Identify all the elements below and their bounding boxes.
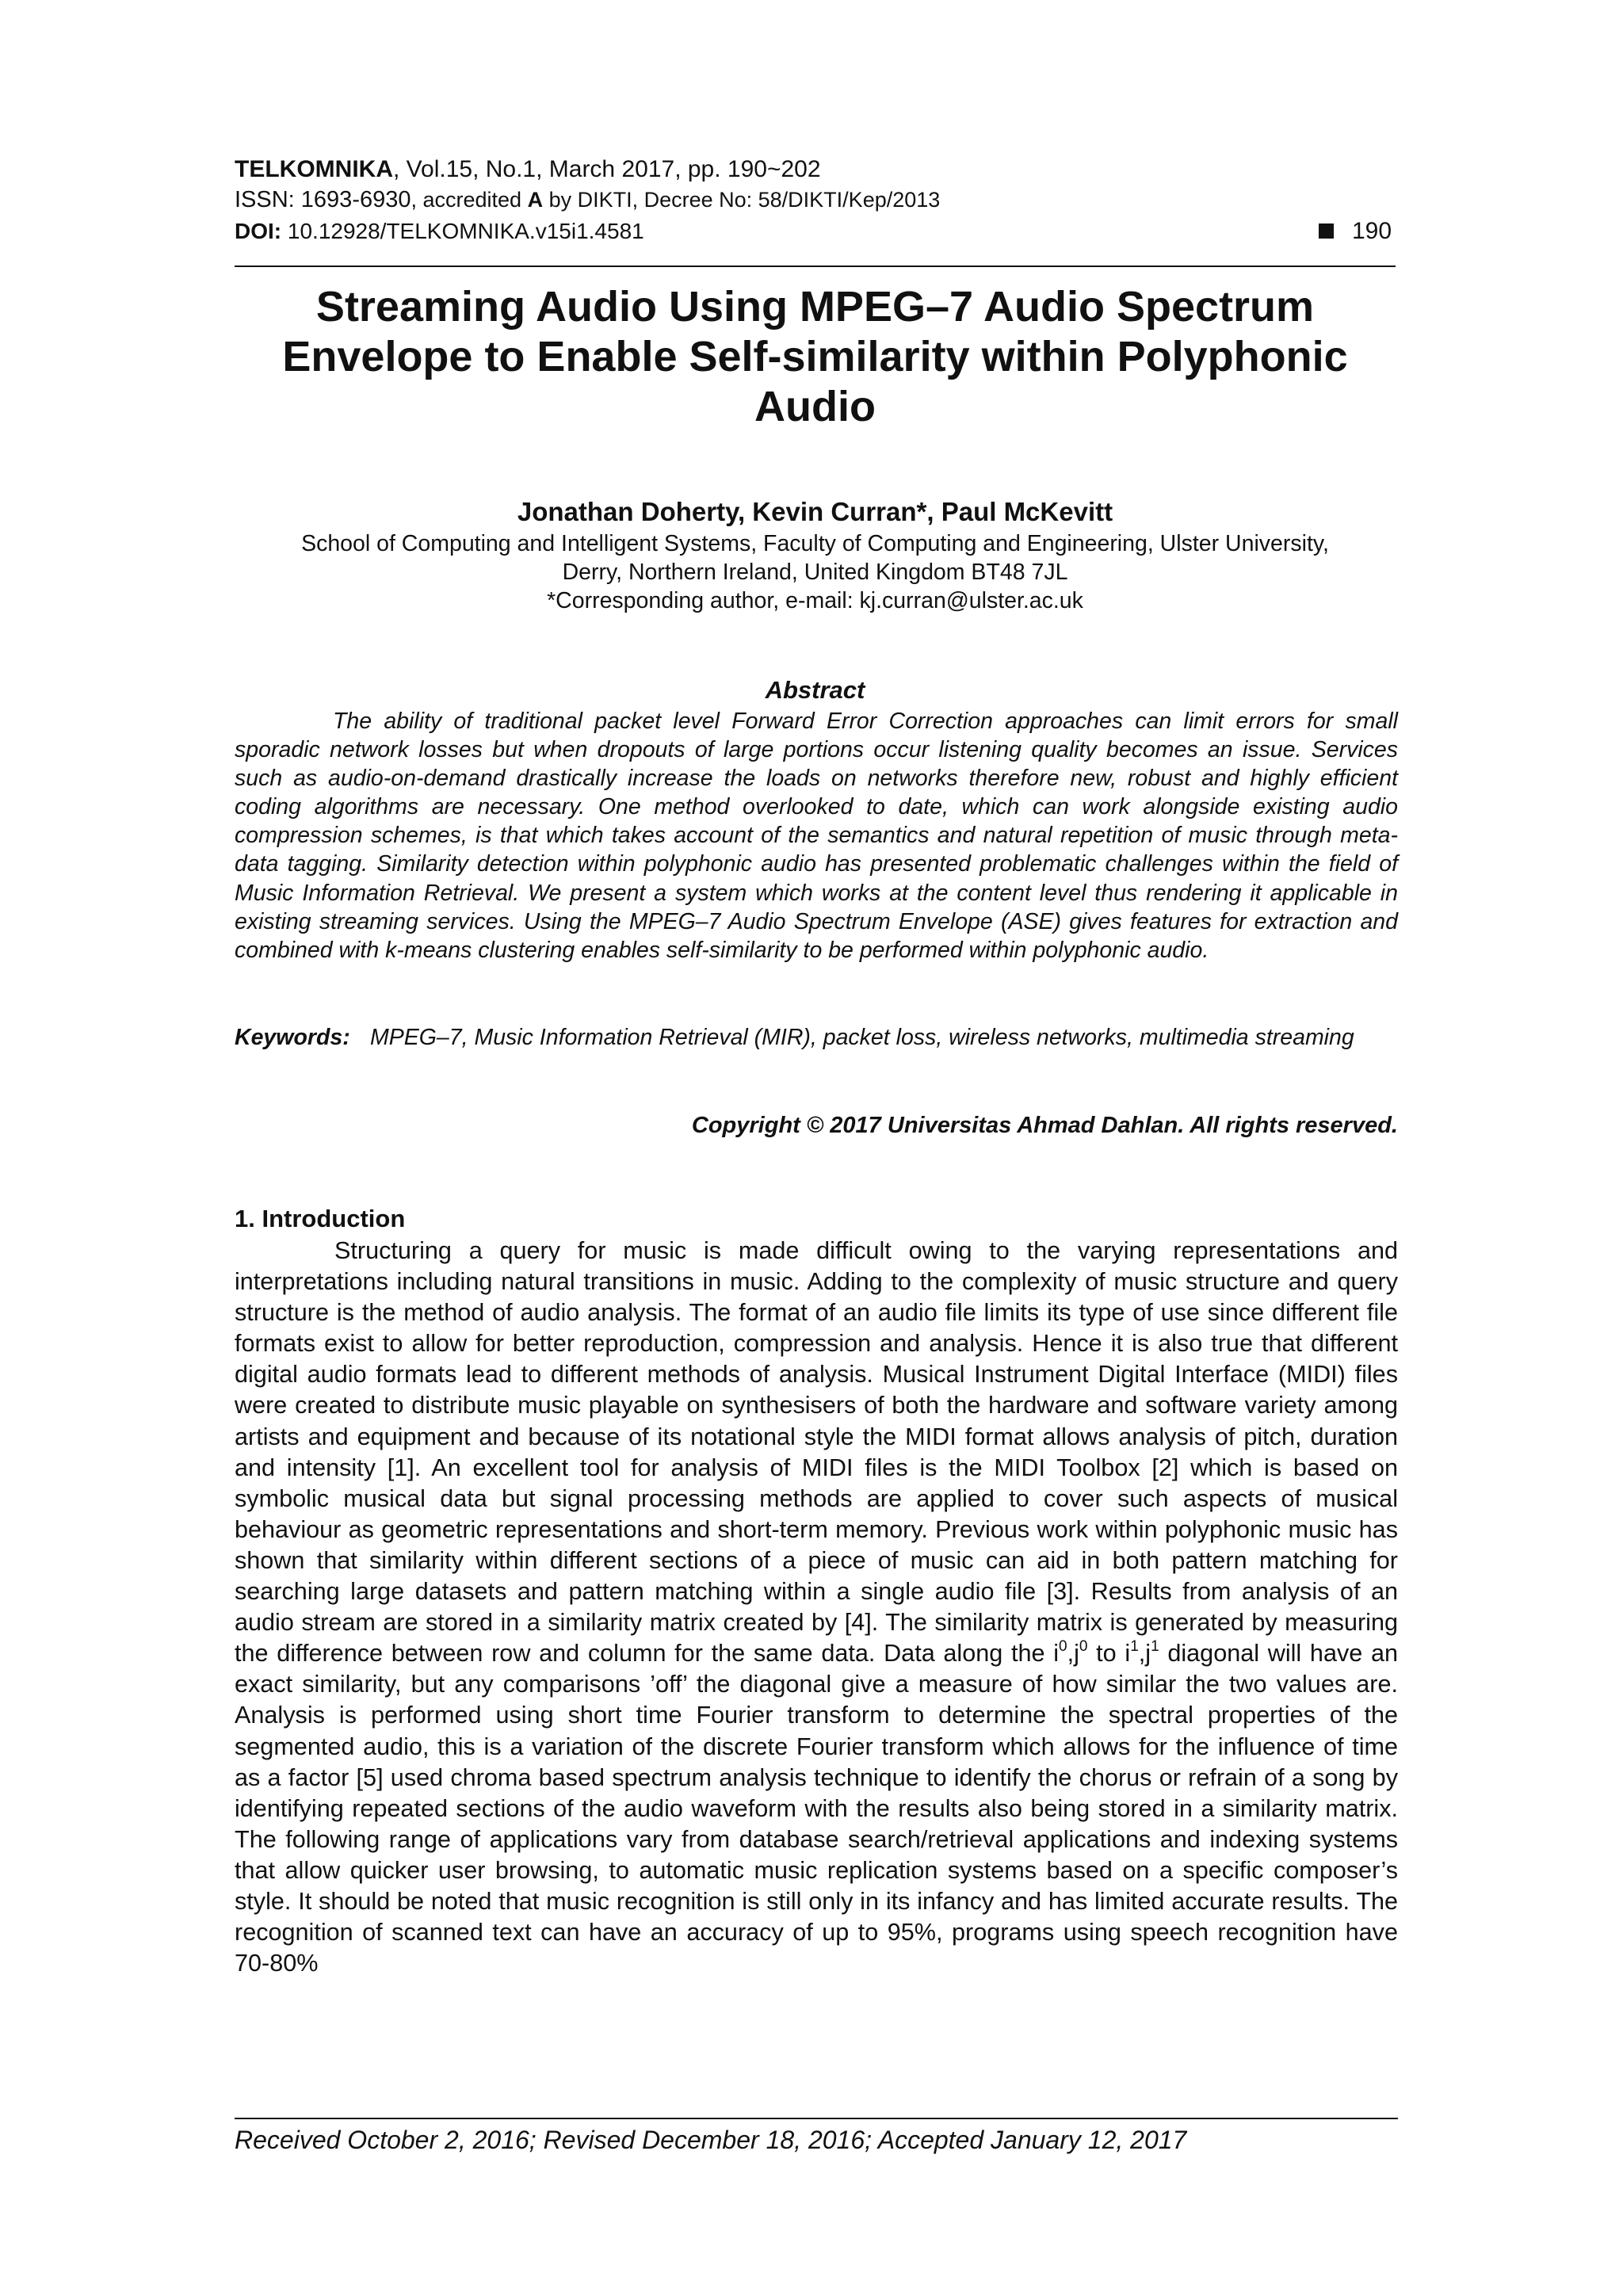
journal-header xyxy=(235,155,821,184)
superscript: 1 xyxy=(1130,1638,1139,1656)
issn-line xyxy=(235,185,940,214)
intro-part-1: Structuring a query for music is made difficult owing to the varying representations and interpretations including natural transitions in music. Adding to the complexity of music structure and query structure is the method of audio analysis. The format of an audio file limits its type of use since different file formats exist to allow for better reproduction, compression and analysis. Hence it is also true that different digital audio formats lead to different methods of analysis. Musical Instrument Digital Interface (MIDI) files were created to distribute music playable on synthesisers of both the hardware and software variety among artists and equipment and because of its notational style the MIDI format allows analysis of pitch, duration and intensity [1]. An excellent tool for analysis of MIDI files is the MIDI Toolbox [2] which is based on symbolic musical data but signal processing methods are applied to cover such aspects of musical behaviour as geometric representations and short-term memory. Previous work within polyphonic music has shown that similarity within different sections of a piece of music can aid in both pattern matching for searching large datasets and pattern matching within a single audio file [3]. Results from analysis of an audio stream are stored in a similarity matrix created by [4]. The similarity matrix is generated by measuring the difference between row and column for the same data. Data along the i xyxy=(235,1237,1398,1668)
abstract-text: The ability of traditional packet level Forward Error Correction approaches can limit errors for small sporadic network losses but when dropouts of large portions occur listening quality becomes an issue. Services such as audio-on-demand drastically increase the loads on networks therefore new, robust and highly efficient coding algorithms are necessary. One method overlooked to date, which can work alongside existing audio compression schemes, is that which takes account of the semantics and natural repetition of music through meta-data tagging. Similarity detection within polyphonic audio has presented problematic challenges within the field of Music Information Retrieval. We present a system which works at the content level thus rendering it applicable in existing streaming services. Using the MPEG–7 Audio Spectrum Envelope (ASE) gives features for extraction and combined with k-means clustering enables self-similarity to be performed within polyphonic audio. xyxy=(235,709,1398,963)
corresponding-author: *Corresponding author, e-mail: kj.curran@ulster.ac.uk xyxy=(547,588,1083,613)
intro-j: ,j xyxy=(1138,1640,1151,1668)
superscript: 0 xyxy=(1079,1638,1088,1656)
copyright-notice: Copyright © 2017 Universitas Ahmad Dahlan. All rights reserved. xyxy=(691,1113,1398,1138)
page-number: 190 xyxy=(1352,218,1392,244)
affiliation-line-1: School of Computing and Intelligent Systems, Faculty of Computing and Engineering, Ulster University, xyxy=(301,531,1329,556)
keywords-text: MPEG–7, Music Information Retrieval (MIR), packet loss, wireless networks, multimedia streaming xyxy=(370,1025,1354,1050)
doi-value: 10.12928/TELKOMNIKA.v15i1.4581 xyxy=(281,219,644,243)
received-dates: Received October 2, 2016; Revised December 18, 2016; Accepted January 12, 2017 xyxy=(235,2126,1187,2154)
accredited-pre: , accredited xyxy=(411,188,528,212)
intro-to-i: to i xyxy=(1087,1640,1131,1668)
authors: Jonathan Doherty, Kevin Curran*, Paul McKevitt xyxy=(517,497,1113,526)
footer-divider xyxy=(235,2118,1398,2119)
affiliation xyxy=(235,529,1396,615)
journal-name: TELKOMNIKA xyxy=(235,156,393,182)
abstract-heading: Abstract xyxy=(765,676,865,704)
affiliation-line-2: Derry, Northern Ireland, United Kingdom BT48 7JL xyxy=(562,560,1068,585)
section-heading-introduction: 1. Introduction xyxy=(235,1205,406,1232)
issn: ISSN: 1693-6930 xyxy=(235,187,411,212)
superscript: 0 xyxy=(1059,1638,1067,1656)
square-bullet-icon xyxy=(1319,223,1334,239)
intro-j: ,j xyxy=(1067,1640,1079,1668)
keywords-label: Keywords: xyxy=(235,1025,350,1050)
superscript: 1 xyxy=(1151,1638,1159,1656)
introduction-text xyxy=(235,1236,1398,1979)
paper-title: Streaming Audio Using MPEG–7 Audio Spectrum Envelope to Enable Self-similarity within Polyphonic Audio xyxy=(282,283,1348,430)
volume-info: , Vol.15, No.1, March 2017, pp. 190~202 xyxy=(392,156,821,182)
intro-part-2: diagonal will have an exact similarity, but any comparisons ’off’ the diagonal give a measure of how similar the two values are. Analysis is performed using short time Fourier transform to determine the spectral properties of the segmented audio, this is a variation of the discrete Fourier transform which allows for the influence of time as a factor [5] used chroma based spectrum analysis technique to identify the chorus or refrain of a song by identifying repeated sections of the audio waveform with the results also being stored in a similarity matrix. The following range of applications vary from database search/retrieval applications and indexing systems that allow quicker user browsing, to automatic music replication systems based on a specific composer’s style. It should be noted that music recognition is still only in its infancy and has limited accurate results. The recognition of scanned text can have an accuracy of up to 95%, programs using speech recognition have 70-80% xyxy=(235,1640,1399,1977)
accredited-post: by DIKTI, Decree No: 58/DIKTI/Kep/2013 xyxy=(543,188,941,212)
doi-line xyxy=(235,217,644,246)
accredited-grade: A xyxy=(527,188,544,212)
doi-label: DOI: xyxy=(235,219,282,243)
header-divider xyxy=(235,266,1396,267)
